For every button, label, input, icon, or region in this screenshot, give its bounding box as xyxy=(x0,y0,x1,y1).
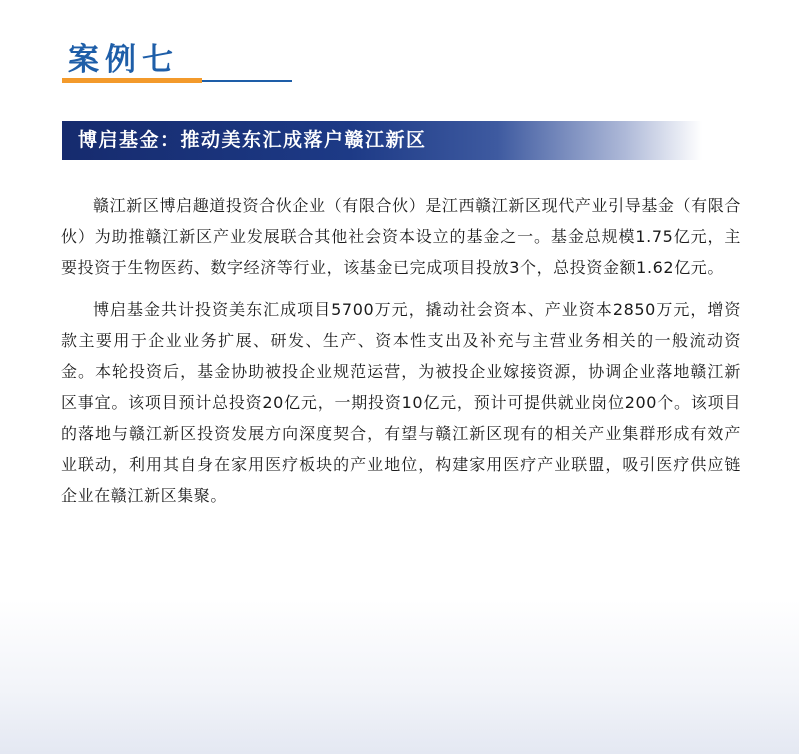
section-banner xyxy=(62,121,702,160)
case-title-underline-line xyxy=(202,80,292,82)
section-title: 博启基金：推动美东汇成落户赣江新区 xyxy=(78,129,427,151)
case-heading xyxy=(62,40,232,84)
case-title-underline-accent xyxy=(62,78,202,83)
paragraph-fund-overview: 赣江新区博启趣道投资合伙企业（有限合伙）是江西赣江新区现代产业引导基金（有限合伙）为助推赣江新区产业发展联合其他社会资本设立的基金之一。基金总规模1.75亿元，主要投资于生物医药、数字经济等行业，该基金已完成项目投放3个，总投资金额1.62亿元。 xyxy=(61,196,741,277)
body-text xyxy=(61,190,741,522)
case-title: 案例七 xyxy=(68,42,179,78)
paragraph-investment-details: 博启基金共计投资美东汇成项目5700万元，撬动社会资本、产业资本2850万元，增资款主要用于企业业务扩展、研发、生产、资本性支出及补充与主营业务相关的一般流动资金。本轮投资后，基金协助被投企业规范运营，为被投企业嫁接资源，协调企业落地赣江新区事宜。该项目预计总投资20亿元，一期投资10亿元，预计可提供就业岗位200个。该项目的落地与赣江新区投资发展方向深度契合，有望与赣江新区现有的相关产业集群形成有效产业联动，利用其自身在家用医疗板块的产业地位，构建家用医疗产业联盟，吸引医疗供应链企业在赣江新区集聚。 xyxy=(61,300,741,505)
